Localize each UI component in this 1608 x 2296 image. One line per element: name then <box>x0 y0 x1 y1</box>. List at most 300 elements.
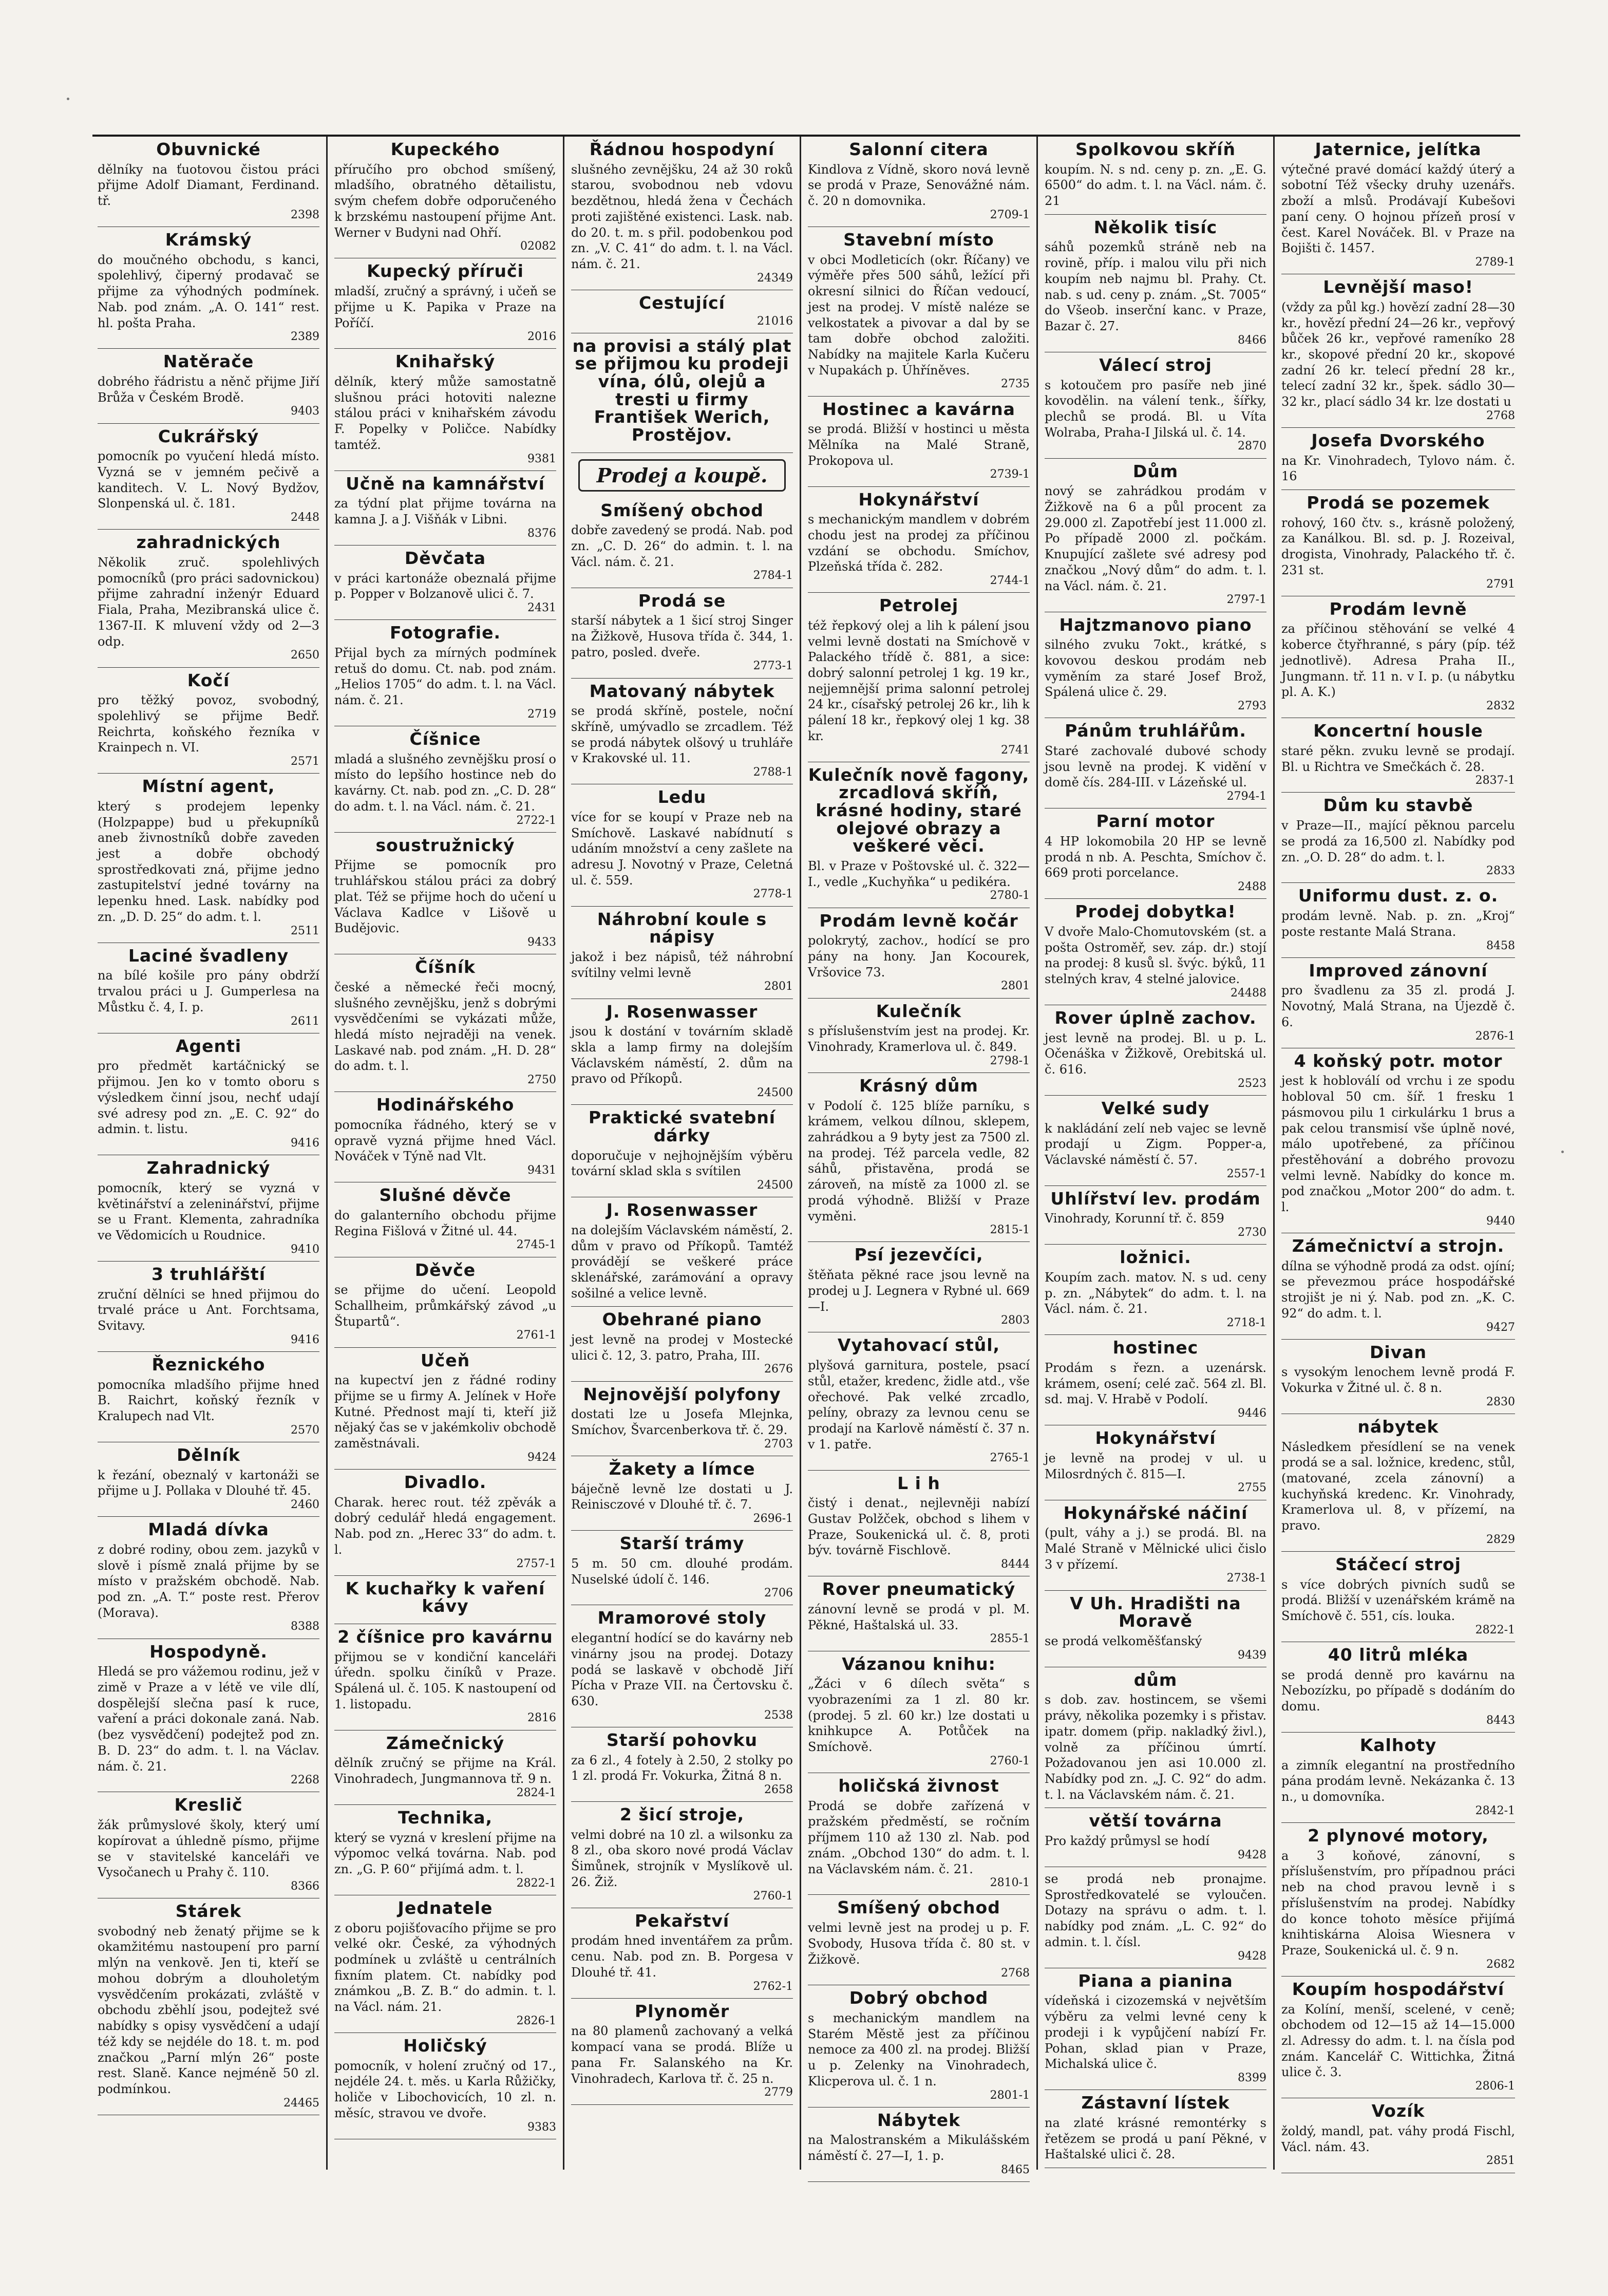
ad-heading: Stárek <box>175 1901 242 1922</box>
ad-text: Přijme se pomocník pro truhlářskou stálou práci za dobrý plat. Též se přijme hoch do učení u Václava Kadlce v Lišově u Budějovic. <box>334 858 556 936</box>
section-banner: Prodej a koupě. <box>578 459 786 492</box>
classified-ad <box>334 1470 556 1576</box>
ad-heading: Velké sudy <box>1101 1098 1210 1118</box>
ad-heading: Cestující <box>638 292 725 313</box>
classified-ad <box>1045 1186 1266 1245</box>
classified-ad <box>1045 718 1266 808</box>
classified-ad <box>334 1624 556 1730</box>
ad-number: 2876-1 <box>1475 1029 1515 1043</box>
ad-number: 2709-1 <box>990 208 1030 221</box>
ad-heading: Číšnice <box>409 729 481 749</box>
ad-text: z oboru pojišťovacího přijme se pro velké okr. České, za výhodných podmínek u zvláště u centrálních fixním platem. Ct. nabídky pod známkou „B. Z. B.“ do admin. t. l. na Václ. nám. 21. <box>334 1921 556 2015</box>
ad-heading: Vozík <box>1371 2101 1425 2121</box>
classified-ad <box>1281 274 1515 428</box>
ad-number: 2735 <box>1001 378 1030 391</box>
classified-ad <box>808 1242 1030 1332</box>
ad-heading: Dům ku stavbě <box>1323 795 1473 816</box>
ad-number: 2658 <box>764 1783 793 1796</box>
classified-ad <box>571 1382 793 1456</box>
column-rule <box>1036 137 1038 2170</box>
ad-heading: Místní agent, <box>142 776 275 797</box>
ad-text: V dvoře Malo-Chomutovském (st. a pošta Ostroměř, sev. záp. dr.) stojí na prodej: 8 kusů sl. švýc. býků, 11 stelných krav, 4 stelné jalovice. <box>1045 924 1266 986</box>
ad-heading: Koupím hospodářství <box>1292 1979 1505 1999</box>
ad-number: 2870 <box>1238 440 1266 453</box>
classified-ad <box>1045 1867 1266 1968</box>
ad-text: je levně na prodej v ul. u Milosrdných č. 815—I. <box>1045 1451 1266 1481</box>
classified-ad <box>571 1605 793 1727</box>
classified-ad <box>98 1352 319 1442</box>
classified-ad <box>1281 718 1515 793</box>
ad-text: výtečné pravé domácí každý úterý a sobotní Též všecky druhy uzenářs. zboží a mlsů. Prodávají Kubešovi paní ceny. O hojnou přízeň prosí v čest. Karel Nováček. Bl. v Praze na Bojišti č. 1457. <box>1281 162 1515 256</box>
ad-number: 9427 <box>1486 1321 1515 1334</box>
ad-text: mladá a slušného zevnějšku prosí o místo do lepšího hostince neb do kavárny. Ct. nab. pod zn. „C. D. 28“ do adm. t. l. na Václ. nám. č. 21. <box>334 751 556 814</box>
ad-heading: Děvčata <box>404 548 486 569</box>
ad-number: 9424 <box>527 1451 556 1464</box>
ad-number: 2833 <box>1486 864 1515 878</box>
classified-ad <box>334 1805 556 1895</box>
ad-number: 2650 <box>291 649 319 662</box>
ad-number: 2798-1 <box>990 1054 1030 1067</box>
ad-heading: Žakety a límce <box>609 1458 755 1479</box>
ad-text: s dob. zav. hostincem, se všemi právy, několika pozemky i s přistav. ipatr. domem (přip. nakladký živl.), volně za příčinou úmrtí. Požadovanou jen asi 10.000 zl. Nabídky pod zn. „J. C. 92“ do adm. t. l. na Václavském nám. č. 21. <box>1045 1692 1266 1802</box>
ad-heading: Kupeckého <box>390 139 500 159</box>
ad-heading: zahradnických <box>136 532 281 553</box>
ad-number: 2488 <box>1238 880 1266 893</box>
ad-heading: dům <box>1133 1669 1178 1690</box>
classified-ad <box>98 943 319 1033</box>
classified-ad <box>1281 1642 1515 1733</box>
classified-ad <box>571 1456 793 1531</box>
ad-text: se přijme do učení. Leopold Schallheim, průmkářský závod „u Štupartů“. <box>334 1283 556 1329</box>
ad-heading: Smíšený obchod <box>837 1897 1000 1918</box>
ad-heading: Zahradnický <box>146 1158 271 1178</box>
classified-ad <box>98 349 319 423</box>
ad-number: 2755 <box>1238 1481 1266 1495</box>
ad-text: vídeňská i cizozemská v největším výběru za velmi levné ceny k prodeji i k vypůjčení nabízí Fr. Pohan, sklad pian v Praze, Michalská ulice č. <box>1045 1993 1266 2072</box>
classified-ad <box>1281 958 1515 1048</box>
ad-number: 24488 <box>1231 986 1266 1000</box>
ad-heading: Slušné děvče <box>379 1185 512 1206</box>
ad-number: 2761-1 <box>516 1329 556 1342</box>
ad-heading: Jaternice, jelítka <box>1315 139 1482 159</box>
ad-heading: Kulečník <box>876 1001 962 1021</box>
column-2 <box>329 137 561 2170</box>
ad-text: dělník, který může samostatně slušnou práci hotoviti nalezne stálou práci v knihařském závodu F. Popelky v Poličce. Nabídky tamtéž. <box>334 374 556 452</box>
ad-text: svobodný neb ženatý přijme se k okamžitému nastoupení pro parní mlýn na venkově. Jen ti, kteří se mohou dobrým a dlouholetým vysvědčením prokázati, zvláště v obchodu zběhlí jsou, podejtež své nabídky s opisy vysvědčení a udají též kdy se nejdéle do 18. t. m. pod značkou „Parní mlýn 26“ poste rest. Slaně. Kance nejméně 50 zl. podmínkou. <box>98 1924 319 2096</box>
classified-ad <box>808 1576 1030 1651</box>
ad-number: 8466 <box>1238 333 1266 347</box>
ad-text: pro těžký povoz, svobodný, spolehlivý se přijme Bedř. Reichrta, koňského řezníka v Krainpech n. VI. <box>98 693 319 755</box>
ad-text: dostati lze u Josefa Mlejnka, Smíchov, Švarcenberkova tř. č. 29. <box>571 1407 793 1437</box>
ad-text: za týdní plat přijme továrna na kamna J. a J. Višňák v Libni. <box>334 496 556 527</box>
ad-number: 2460 <box>291 1498 319 1511</box>
ad-text: Hledá se pro vážemou rodinu, jež v zimě v Praze a v létě ve vile dlí, dospělejší slečna pasí k ruce, vaření a práci dokonale zaná. Nab. (bez vysvědčení) podejtež pod zn. B. D. 23“ do adm. t. l. na Václav. nám. č. 21. <box>98 1664 319 1774</box>
ad-number: 2745-1 <box>516 1238 556 1252</box>
ad-heading: Zámečnictví a strojn. <box>1292 1236 1505 1256</box>
classified-ad <box>334 1895 556 2033</box>
ad-text: který s prodejem lepenky (Holzpappe) bud u překupníků aneb živnostníků dobře zaveden jest a dobře obchodý sprostředkovati zná, přijme jedno zastupitelství jedné továrny na lepenku hned. Lask. nabídky pod zn. „D. D. 25“ do adm. t. l. <box>98 799 319 924</box>
ad-heading: Kočí <box>187 670 230 690</box>
ad-number: 2268 <box>291 1774 319 1787</box>
classified-ad <box>98 1639 319 1793</box>
ad-number: 2741 <box>1001 743 1030 757</box>
ad-heading: Obuvnické <box>156 139 261 159</box>
classified-ads-frame <box>92 135 1520 2176</box>
classified-ad <box>1281 596 1515 718</box>
ad-heading: Knihařský <box>395 351 496 372</box>
classified-ad <box>1281 428 1515 490</box>
classified-ad <box>571 1802 793 1908</box>
ad-text: na zlaté krásné remontérky s řetězem se prodá u paní Pěkné, v Haštalské ulici č. 28. <box>1045 2115 1266 2162</box>
ad-number: 2793 <box>1238 700 1266 713</box>
ad-text: dílna se výhodně prodá za odst. ojíní; se převezmou práce hospodářské strojišt je ni ý. Nab. pod zn. „K. C. 92“ do adm. t. l. <box>1281 1258 1515 1321</box>
ad-number: 9440 <box>1486 1214 1515 1228</box>
ad-text: Vinohrady, Korunní tř. č. 859 <box>1045 1211 1224 1226</box>
classified-ad <box>571 498 793 588</box>
ad-text: z dobré rodiny, obou zem. jazyků v slově i písmě znalá přijme by se místo v pražském obchodě. Nab. pod zn. „A. T.“ poste rest. Přerov (Morava). <box>98 1542 319 1620</box>
ad-text: žák průmyslové školy, který umí kopírovat a úhledně písmo, přijme se v stavitelské kanceláři ve Vysočanech u Prahy č. 110. <box>98 1818 319 1880</box>
ad-text: a zimník elegantní na prostředního pána prodám levně. Nekázanka č. 13 n., u domovníka. <box>1281 1758 1515 1804</box>
ad-number: 8399 <box>1238 2072 1266 2085</box>
column-rule <box>326 137 328 2170</box>
ad-text: žoldý, mandl, pat. váhy prodá Fischl, Václ. nám. 43. <box>1281 2123 1515 2154</box>
ad-number: 2824-1 <box>516 1786 556 1799</box>
classified-ad <box>98 1517 319 1639</box>
ad-text: na kupectví jen z řádné rodiny přijme se u firmy A. Jelínek v Hoře Kutné. Přednost mají ti, kteří již nějaký čas se v jakémkoliv obchodě zaměstnávali. <box>334 1373 556 1451</box>
ad-heading: Dobrý obchod <box>849 1988 989 2008</box>
classified-ad <box>571 137 793 290</box>
classified-ad <box>1281 1552 1515 1642</box>
ad-number: 2784-1 <box>753 569 793 582</box>
classified-ad <box>1045 1591 1266 1667</box>
ad-number: 2789-1 <box>1475 255 1515 269</box>
classified-ad <box>98 1898 319 2115</box>
classified-ad <box>334 954 556 1092</box>
ad-heading: Hospodyně. <box>149 1641 268 1662</box>
classified-ad <box>1281 1233 1515 1340</box>
ad-number: 9431 <box>527 1164 556 1177</box>
ad-heading: Uniformu dust. z. o. <box>1298 886 1499 906</box>
ad-number: 2730 <box>1238 1226 1266 1239</box>
classified-ad <box>98 1033 319 1155</box>
ad-number: 2703 <box>764 1437 793 1451</box>
ad-text: dobře zavedený se prodá. Nab. pod zn. „C. D. 26“ do admin. t. l. na Václ. nám. č. 21. <box>571 523 793 569</box>
classified-ad <box>1281 1048 1515 1233</box>
ad-heading: Fotografie. <box>389 623 501 643</box>
ad-number: 24349 <box>757 271 793 285</box>
classified-ad <box>334 833 556 954</box>
ad-number: 2448 <box>291 511 319 524</box>
ad-heading: Kalhoty <box>1359 1735 1437 1756</box>
classified-ad <box>98 424 319 530</box>
ad-heading: Parní motor <box>1096 811 1215 832</box>
ad-number: 21016 <box>757 314 793 328</box>
ad-heading: Hajtzmanovo piano <box>1059 614 1252 635</box>
ad-number: 8388 <box>291 1620 319 1633</box>
ad-heading: Kupecký příruči <box>367 261 524 281</box>
ad-number: 2815-1 <box>990 1224 1030 1237</box>
column-1 <box>92 137 325 2170</box>
ad-number: 2797-1 <box>1226 593 1266 607</box>
ad-number: 2829 <box>1486 1533 1515 1546</box>
ad-number: 2538 <box>764 1708 793 1722</box>
ad-number: 2768 <box>1001 1967 1030 1980</box>
ad-text: na bílé košile pro pány obdrží trvalou práci u J. Gumperlesa na Můstku č. 4, I. p. <box>98 968 319 1014</box>
ad-heading: Prodám levně kočár <box>819 910 1018 931</box>
ad-heading: Obehrané piano <box>602 1309 762 1330</box>
classified-ad <box>1045 2090 1266 2168</box>
classified-ad <box>808 908 1030 999</box>
ad-number: 02082 <box>520 240 556 253</box>
ad-text: rohový, 160 čtv. s., krásně položený, za Kanálkou. Bl. sd. p. J. Rozeival, drogista, Vinohrady, Palackého tř. č. 231 st. <box>1281 515 1515 577</box>
ad-heading: J. Rosenwasser <box>606 1001 758 1022</box>
ad-number: 2570 <box>291 1423 319 1437</box>
ad-text: velmi dobré na 10 zl. a wilsonku za 8 zl., oba skoro nové prodá Václav Šimůnek, strojník v Myslíkově ul. 26. Žiž. <box>571 1827 793 1889</box>
ad-number: 2706 <box>764 1587 793 1600</box>
ad-number: 2822-1 <box>1475 1623 1515 1636</box>
ad-number: 9428 <box>1238 1949 1266 1963</box>
classified-ad <box>1281 1977 1515 2098</box>
classified-ad <box>1281 490 1515 596</box>
ad-number: 2718-1 <box>1226 1316 1266 1330</box>
ad-heading: V Uh. Hradišti na Moravě <box>1070 1593 1241 1631</box>
classified-ad <box>98 1792 319 1898</box>
ad-text: s kotoučem pro pasíře neb jiné kovodělin. na válení tenk., šířky, plechů se prodá. Bl. u Víta Wolraba, Praha-I Jilská ul. č. 14. <box>1045 378 1266 440</box>
classified-ad <box>808 227 1030 397</box>
ad-number: 2779 <box>764 2086 793 2099</box>
classified-ad <box>571 1531 793 1605</box>
ad-heading: Dům <box>1132 461 1179 481</box>
ad-text: staré pěkn. zvuku levně se prodají. Bl. u Richtra ve Smečkách č. 28. <box>1281 743 1515 774</box>
ad-heading: Koncertní housle <box>1313 721 1483 741</box>
ad-text: pomocníka mladšího přijme hned B. Raichrt, koňský řezník v Kralupech nad Vlt. <box>98 1377 319 1423</box>
classified-ad <box>98 1442 319 1517</box>
ad-heading: Josefa Dvorského <box>1311 430 1485 450</box>
ad-heading: Prodám levně <box>1329 598 1467 619</box>
ad-number: 2810-1 <box>990 1876 1030 1890</box>
classified-ad <box>571 588 793 679</box>
ad-number: 2842-1 <box>1475 1804 1515 1817</box>
ad-text: do galanterního obchodu přijme Regina Fišlová v Žitné ul. 44. <box>334 1208 556 1238</box>
ad-heading: Petrolej <box>879 595 959 616</box>
classified-ad <box>808 487 1030 593</box>
ad-heading: Krámský <box>165 229 252 250</box>
classified-ad <box>334 1730 556 1805</box>
ad-text: (vždy za půl kg.) hovězí zadní 28—30 kr., hovězí přední 24—26 kr., vepřový bůček 26 kr., vepřové rameníko 28 kr., skopové přední 20 kr., skopové zadní 26 kr. telecí přední 28 kr., telecí zadní 32 kr., špek. sádlo 30—32 kr., plací sádlo 34 kr. lze dostati u <box>1281 299 1515 409</box>
ad-heading: Uhlířství lev. prodám <box>1050 1188 1261 1209</box>
ad-text: k řezání, obeznalý v kartonáži se přijme u J. Pollaka v Dlouhé tř. 45. <box>98 1467 319 1498</box>
ad-text: 4 HP lokomobila 20 HP se levně prodá n nb. A. Peschta, Smíchov č. 669 proti porcelance. <box>1045 834 1266 880</box>
ad-text: k nakládání zelí neb vajec se levně prodají u Zigm. Popper-a, Václavské náměstí č. 57. <box>1045 1121 1266 1167</box>
classified-ad <box>571 1307 793 1381</box>
ad-text: prodám levně. Nab. p. zn. „Kroj“ poste restante Malá Strana. <box>1281 909 1515 939</box>
ad-number: 2389 <box>291 330 319 344</box>
column-4 <box>803 137 1035 2176</box>
ad-text: se prodá denně pro kavárnu na Nebozízku, po případě s dodáním do domu. <box>1281 1667 1515 1714</box>
classified-ad <box>1045 352 1266 459</box>
ad-number: 9410 <box>291 1243 319 1256</box>
ad-text: s mechanickým mandlem na Starém Městě jest za příčinou nemoce za 400 zl. na prodej. Bližší u p. Zelenky na Vinohradech, Klicperova ul. č. 1 n. <box>808 2011 1030 2088</box>
ad-heading: Prodá se <box>638 590 726 611</box>
ad-number: 2803 <box>1001 1314 1030 1327</box>
classified-ad <box>334 545 556 620</box>
ad-text: jakož i bez nápisů, též náhrobní svítilny velmi levně <box>571 949 793 980</box>
ad-heading: Hokynářství <box>1095 1428 1216 1448</box>
column-rule <box>563 137 564 2170</box>
classified-ad <box>808 1651 1030 1773</box>
ad-heading: Vázanou knihu: <box>842 1653 996 1674</box>
ad-number: 2832 <box>1486 700 1515 713</box>
ad-text: též řepkový olej a lih k pálení jsou velmi levně dostati na Smíchově v Palackého třídě č. 881, a sice: dobrý salonní petrolej 1 kg. 19 kr., nejjemnější prima salonní petrolej 24 kr., císařský petrolej 26 kr., lih k pálení 18 kr., řepkový olej 1 kg. 38 kr. <box>808 618 1030 743</box>
classified-ad <box>1045 1245 1266 1335</box>
classified-ad <box>334 1257 556 1348</box>
ad-text: Charak. herec rout. též zpěvák a dobrý cedulář hledá engagement. Nab. pod zn. „Herec 33“ do adm. t. l. <box>334 1495 556 1557</box>
ad-heading: Spolkovou skříň <box>1075 139 1236 159</box>
ad-text: čistý i denat., nejlevněji nabízí Gustav Polžček, obchod s lihem v Praze, Soukenická ul. č. 8, proti býv. továrně Fischlově. <box>808 1496 1030 1558</box>
ad-heading: Několik tisíc <box>1093 217 1218 237</box>
classified-ad <box>334 1182 556 1257</box>
classified-ad <box>1045 612 1266 719</box>
ad-heading: Plynoměr <box>634 2001 730 2021</box>
ad-heading: Hokynářství <box>858 489 979 510</box>
ad-number: 2778-1 <box>753 888 793 901</box>
classified-ad <box>334 2033 556 2139</box>
classified-ad <box>571 784 793 906</box>
ad-text: v obci Modleticích (okr. Říčany) ve výměře přes 500 sáhů, ležící při okresní silnici do Říčan vedoucí, jest na prodej. V místě naléze se velkostatek a pivovar a dal by se tam dobře obchod založiti. Nabídky na majitele Karla Kučeru v Nupakách p. Úhříněves. <box>808 252 1030 378</box>
ad-text: „Žáci v 6 dílech světa“ s vyobrazeními za 1 zl. 80 kr. (prodej. 5 zl. 60 kr.) lze dostati u knihkupce A. Potůček na Smíchově. <box>808 1677 1030 1755</box>
ad-heading: Agenti <box>175 1036 242 1056</box>
ad-heading: Divadlo. <box>404 1472 487 1492</box>
ad-heading: Psí jezevčíci, <box>854 1245 983 1265</box>
ad-text: Následkem přesídlení se na venek prodá se a sal. ložnice, kredenc, stůl, (matované, zcela zánovní) a kuchyňská kredenc. Kr. Vinohrady, Kramerlova ul. 8, v přízemí, na pravo. <box>1281 1439 1515 1533</box>
ad-number: 2744-1 <box>990 574 1030 588</box>
ad-heading: J. Rosenwasser <box>606 1200 758 1220</box>
ad-text: s více dobrých pivních sudů se prodá. Bližší v uzenářském krámě na Smíchově č. 551, cís. louka. <box>1281 1577 1515 1624</box>
ad-text: a 3 koňové, zánovní, s příslušenstvím, pro případnou práci neb na chod pravou levně i s příslušenstvím na prodej. Nabídky do konce tohoto měsíce přijímá knihtiskárna Aloisa Wiesnera v Praze, Soukenická ul. č. 9 n. <box>1281 1848 1515 1958</box>
ad-text: slušného zevnějšku, 24 až 30 roků starou, svobodnou neb vdovu bezdětnou, hledá žena v Čechách proti zajištěné existenci. Lask. nab. do 20. t. m. s přil. podobenkou pod zn. „V. C. 41“ do adm. t. l. na Václ. nám. č. 21. <box>571 162 793 271</box>
ad-text: v práci kartonáže obeznalá přijme p. Popper v Bolzanově ulici č. 7. <box>334 571 556 601</box>
ad-number: 2557-1 <box>1226 1167 1266 1180</box>
classified-ad <box>571 999 793 1105</box>
ad-number: 2696-1 <box>753 1512 793 1525</box>
ad-text: s mechanickým mandlem v dobrém chodu jest na prodej za příčinou vzdání se obchodu. Smíchov, Plzeňská třída č. 282. <box>808 512 1030 574</box>
ad-number: 2016 <box>527 330 556 344</box>
ad-text: přijmou se v kondiční kanceláři úředn. spolku činíků v Praze. Spálená ul. č. 105. K nastoupení od 1. listopadu. <box>334 1649 556 1711</box>
ad-number: 8444 <box>1001 1558 1030 1571</box>
ad-number: 24465 <box>283 2096 319 2110</box>
ad-text: polokrytý, zachov., hodící se pro pány na hony. Jan Kocourek, Vršovice 73. <box>808 933 1030 980</box>
ad-heading: Řádnou hospodyní <box>589 139 775 159</box>
classified-ad <box>334 137 556 258</box>
ad-text: nový se zahrádkou prodám v Žižkově na 6 a půl procent za 29.000 zl. Zapotřebí jest 11.000 zl. Po případě 2000 zl. počkám. Knupující zašlete své adresy pod značkou „Nový dům“ do adm. t. l. na Václ. nám. č. 21. <box>1045 484 1266 593</box>
classified-ad <box>1045 1500 1266 1591</box>
ad-text: Prodám s řezn. a uzenársk. krámem, osení; celé zač. 564 zl. Bl. sd. maj. V. Hrabě v Podolí. <box>1045 1361 1266 1407</box>
ad-heading: Pánům truhlářům. <box>1065 721 1246 741</box>
classified-ad <box>334 1092 556 1182</box>
ad-number: 9439 <box>1238 1648 1266 1662</box>
ad-heading: Děvče <box>414 1259 476 1280</box>
ad-heading: Praktické svatební dárky <box>588 1107 776 1145</box>
ad-number: 9416 <box>291 1333 319 1346</box>
classified-ad <box>808 397 1030 487</box>
ad-number: 2611 <box>291 1014 319 1028</box>
classified-ad <box>98 668 319 774</box>
classified-ad <box>98 1155 319 1262</box>
classified-ad <box>571 907 793 999</box>
classified-ad <box>808 999 1030 1073</box>
ad-heading: Nábytek <box>877 2110 961 2130</box>
ad-heading: na provisi a stálý plat se přijmou ku prodeji vína, ólů, olejů a tresti u firmy František Werich, Prostějov. <box>572 335 792 445</box>
classified-ad <box>571 333 793 453</box>
ad-number: 2788-1 <box>753 766 793 779</box>
classified-ad <box>1045 215 1266 352</box>
classified-ad <box>98 774 319 943</box>
ad-text: jest levně na prodej v Mostecké ulici č. 12, 3. patro, Praha, III. <box>571 1332 793 1363</box>
ad-text: pomocník po vyučení hledá místo. Vyzná se v jemném pečivě a kanditech. V. L. Nový Bydžov, Slonpenská ul. č. 181. <box>98 449 319 511</box>
ad-text: Kindlova z Vídně, skoro nová levně se prodá v Praze, Senovážné nám. č. 20 n domovnika. <box>808 162 1030 209</box>
ad-heading: Řeznického <box>152 1354 266 1375</box>
ad-heading: Stáčecí stroj <box>1335 1554 1461 1575</box>
ad-heading: Starší pohovku <box>607 1729 758 1750</box>
ad-text: v Podolí č. 125 blíže parníku, s krámem, velkou dílnou, sklepem, zahrádkou a 9 byty jest za 7500 zl. na prodej. Též parcela vedle, 82 sáhů, přistavěna, prodá se zároveň, na místě za 1000 zl. se prodá výhodně. Bližší v Praze vyměni. <box>808 1098 1030 1224</box>
column-rule <box>1273 137 1275 2170</box>
classified-ad <box>571 679 793 785</box>
ad-text: na Malostranském a Mikulášském náměstí č. 27—I, 1. p. <box>808 2133 1030 2163</box>
classified-ad <box>571 1999 793 2105</box>
classified-ad <box>808 1895 1030 1985</box>
ad-number: 2794-1 <box>1226 790 1266 803</box>
ad-number: 24500 <box>757 1086 793 1100</box>
ad-heading: Zástavní lístek <box>1081 2093 1230 2113</box>
ad-text: Pro každý průmysl se hodí <box>1045 1834 1210 1849</box>
ad-heading: Vytahovací stůl, <box>837 1335 1000 1356</box>
ad-text: dobrého řádristu a něnč přijme Jiří Brůža v Českém Brodě. <box>98 374 319 405</box>
classified-ad <box>334 1576 556 1624</box>
ad-number: 2816 <box>527 1711 556 1725</box>
classified-ad <box>1281 1340 1515 1414</box>
classified-ad <box>334 471 556 545</box>
ad-text: české a německé řeči mocný, slušného zevnějšku, jenž s dobrými vysvědčeními se vykázati může, hledá místo nejraději na venek. Laskavé nab. pod znám. „H. D. 28“ do adm. t. l. <box>334 980 556 1074</box>
ad-heading: Rover pneumatický <box>822 1579 1016 1599</box>
ad-text: jsou k dostání v továrním skladě skla a lamp firmy na dolejším Václavském náměstí, 2. dům na pravo od Příkopů. <box>571 1024 793 1086</box>
ad-text: báječně levně lze dostati u J. Reinisczové v Dlouhé tř. č. 7. <box>571 1481 793 1512</box>
ad-text: více for se koupí v Praze neb na Smíchově. Laskavé nabídnutí s udáním množství a ceny zašlete na adresu J. Novotný v Praze, Celetná ul. č. 559. <box>571 810 793 888</box>
classified-ad <box>334 349 556 471</box>
ad-number: 9428 <box>1238 1848 1266 1861</box>
ad-number: 2765-1 <box>990 1452 1030 1465</box>
ad-text: Bl. v Praze v Poštovské ul. č. 322—I., vedle „Kuchyňka“ u pedikéra. <box>808 859 1030 889</box>
ad-text: sáhů pozemků stráně neb na rovině, příp. i malou vilu při nich koupím neb najmu bl. Prahy. Ct. nab. s ud. ceny p. znám. „St. 7005“ do Všeob. inserční kanc. v Praze, Bazar č. 27. <box>1045 240 1266 334</box>
ad-number: 9446 <box>1238 1407 1266 1420</box>
classified-ad <box>1045 1808 1266 1867</box>
ad-number: 2676 <box>764 1363 793 1376</box>
classified-ad <box>1045 1005 1266 1096</box>
ad-heading: Nejnovější polyfony <box>583 1384 781 1404</box>
classified-ad <box>808 1773 1030 1895</box>
ad-number: 9383 <box>527 2120 556 2134</box>
ad-heading: nábytek <box>1357 1416 1439 1437</box>
ad-heading: 2 šicí stroje, <box>619 1804 745 1825</box>
classified-ad <box>571 1105 793 1197</box>
classified-ad <box>808 2107 1030 2182</box>
ad-number: 2830 <box>1486 1395 1515 1408</box>
speck <box>1561 1151 1564 1153</box>
ad-text: Prodá se dobře zařízená v pražském předměstí, se ročním příjmem 110 až 130 zl. Nab. pod znám. „Obchod 130“ do adm. t. l. na Václavském nám. č. 21. <box>808 1798 1030 1876</box>
ad-heading: Holičský <box>403 2036 487 2056</box>
ad-number: 2801 <box>764 980 793 993</box>
ad-number: 2837-1 <box>1475 774 1515 787</box>
ad-text: (pult, váhy a j.) se prodá. Bl. na Malé Straně v Mělnické ulici čislo 3 v přízemí. <box>1045 1526 1266 1572</box>
